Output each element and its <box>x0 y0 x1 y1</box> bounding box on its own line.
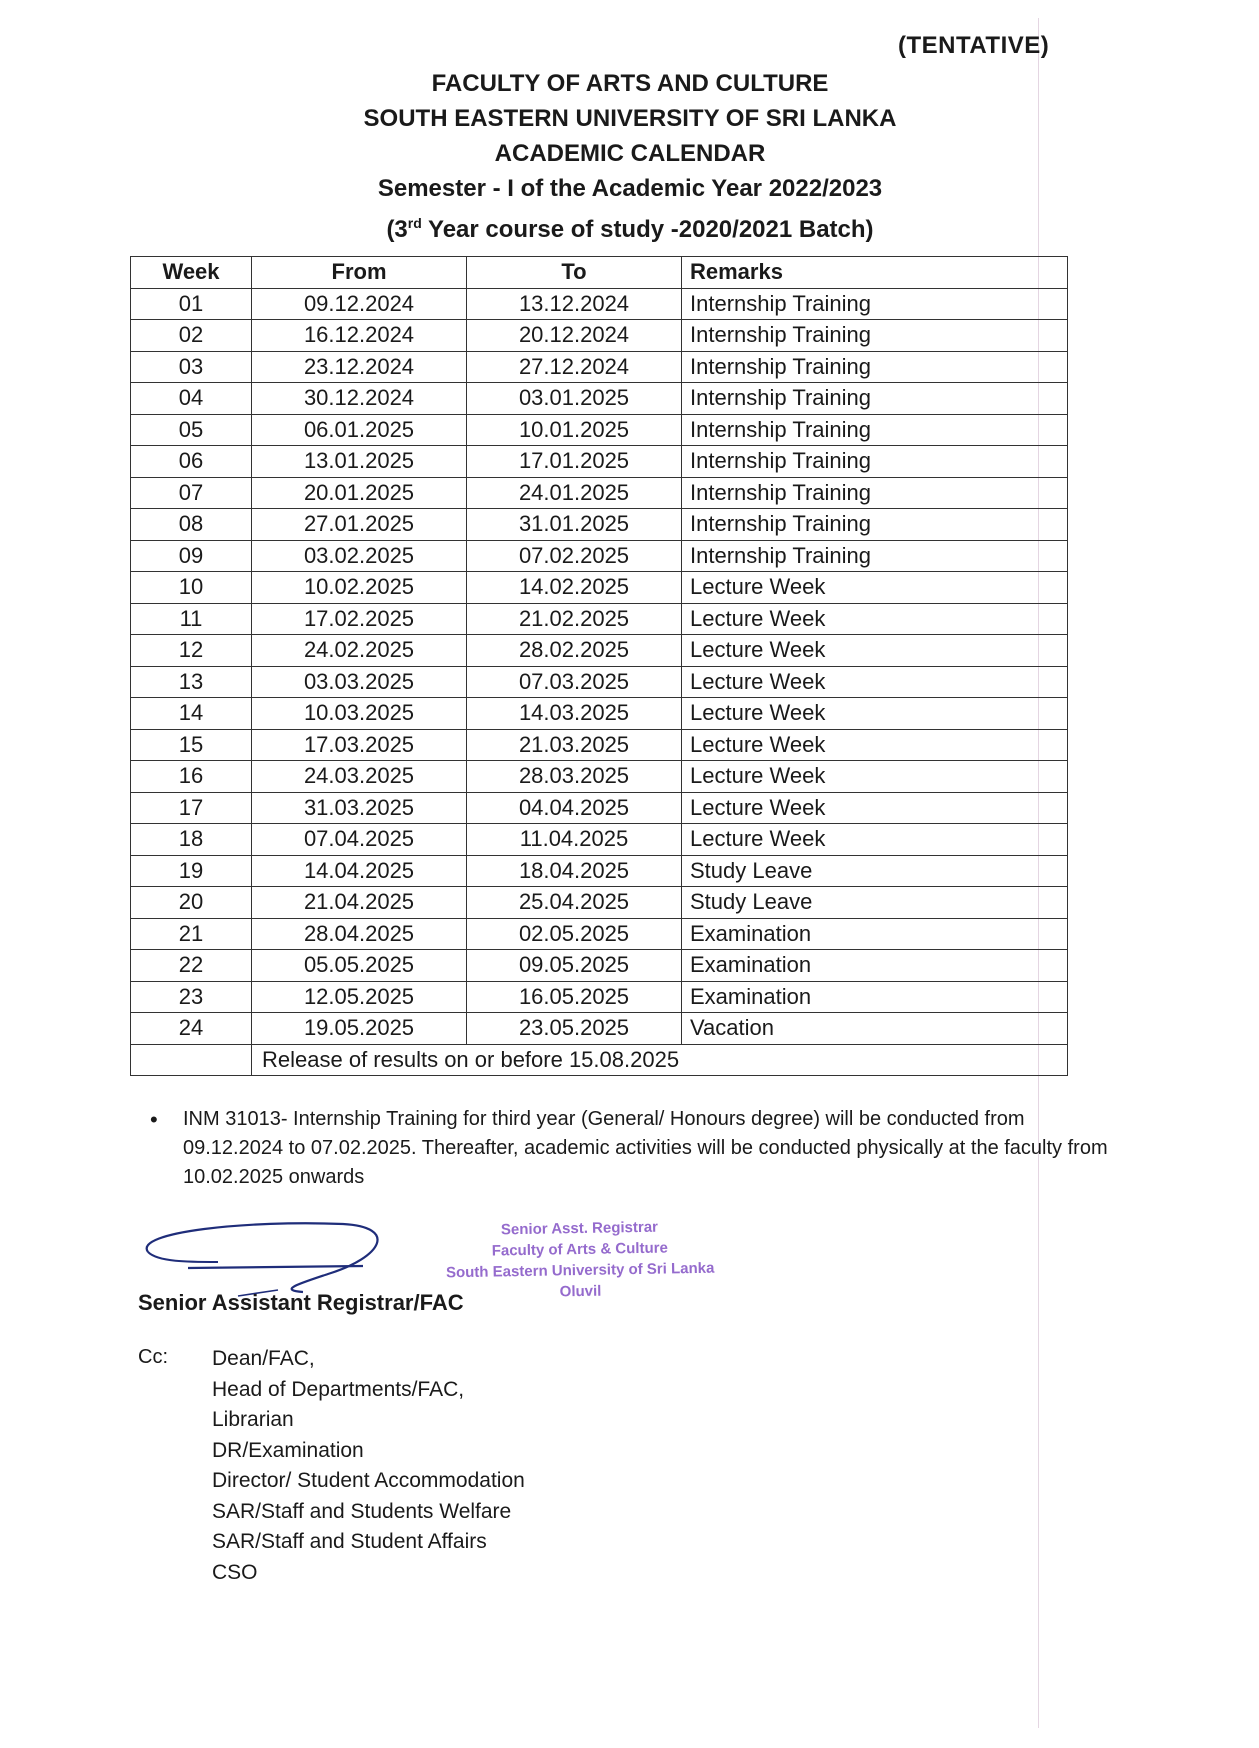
week-cell: 17 <box>131 792 252 824</box>
from-cell: 03.03.2025 <box>252 666 467 698</box>
remarks-cell: Lecture Week <box>682 572 1068 604</box>
week-cell: 15 <box>131 729 252 761</box>
remarks-cell: Lecture Week <box>682 792 1068 824</box>
from-cell: 19.05.2025 <box>252 1013 467 1045</box>
remarks-cell: Study Leave <box>682 887 1068 919</box>
week-cell: 01 <box>131 288 252 320</box>
week-cell: 13 <box>131 666 252 698</box>
university-title: SOUTH EASTERN UNIVERSITY OF SRI LANKA <box>363 105 897 132</box>
cc-recipient: SAR/Staff and Students Welfare <box>212 1499 512 1523</box>
to-cell: 10.01.2025 <box>467 414 682 446</box>
week-cell: 03 <box>131 351 252 383</box>
faculty-title: FACULTY OF ARTS AND CULTURE <box>431 70 829 97</box>
week-cell: 19 <box>131 855 252 887</box>
from-cell: 16.12.2024 <box>252 320 467 352</box>
table-row <box>131 729 1068 761</box>
table-row <box>131 446 1068 478</box>
semester-title: Semester - I of the Academic Year 2022/2023 <box>377 175 883 202</box>
internship-note-text: INM 31013- Internship Training for third year (General/ Honours degree) will be conducted from 09.12.2024 to 07.02.2025. Thereafter, academic activities will be conducted physically at the faculty from 10.02.2025 onwards <box>183 1108 1108 1188</box>
table-row <box>131 288 1068 320</box>
stamp-line-1: Senior Asst. Registrar <box>500 1218 659 1239</box>
table-row <box>131 635 1068 667</box>
header-to: To <box>467 257 682 289</box>
week-cell: 05 <box>131 414 252 446</box>
table-row <box>131 887 1068 919</box>
table-row <box>131 855 1068 887</box>
week-cell: 18 <box>131 824 252 856</box>
from-cell: 31.03.2025 <box>252 792 467 824</box>
remarks-cell: Vacation <box>682 1013 1068 1045</box>
remarks-cell: Examination <box>682 918 1068 950</box>
remarks-cell: Internship Training <box>682 351 1068 383</box>
academic-calendar-table <box>130 256 1068 1076</box>
table-row <box>131 666 1068 698</box>
remarks-cell: Lecture Week <box>682 666 1068 698</box>
to-cell: 07.03.2025 <box>467 666 682 698</box>
table-row <box>131 824 1068 856</box>
week-cell: 20 <box>131 887 252 919</box>
week-cell: 07 <box>131 477 252 509</box>
from-cell: 30.12.2024 <box>252 383 467 415</box>
remarks-cell: Lecture Week <box>682 761 1068 793</box>
week-cell: 12 <box>131 635 252 667</box>
remarks-cell: Study Leave <box>682 855 1068 887</box>
table-row <box>131 477 1068 509</box>
table-row <box>131 918 1068 950</box>
to-cell: 16.05.2025 <box>467 981 682 1013</box>
cc-label: Cc: <box>138 1346 168 1368</box>
to-cell: 18.04.2025 <box>467 855 682 887</box>
cc-recipient: Director/ Student Accommodation <box>212 1469 525 1492</box>
table-row <box>131 383 1068 415</box>
remarks-cell: Internship Training <box>682 383 1068 415</box>
cc-recipient: Head of Departments/FAC, <box>212 1377 465 1401</box>
remarks-cell: Lecture Week <box>682 698 1068 730</box>
to-cell: 11.04.2025 <box>467 824 682 856</box>
from-cell: 12.05.2025 <box>252 981 467 1013</box>
to-cell: 25.04.2025 <box>467 887 682 919</box>
cc-recipient: DR/Examination <box>212 1438 364 1462</box>
week-cell: 22 <box>131 950 252 982</box>
to-cell: 27.12.2024 <box>467 351 682 383</box>
week-cell: 23 <box>131 981 252 1013</box>
to-cell: 20.12.2024 <box>467 320 682 352</box>
remarks-cell: Internship Training <box>682 288 1068 320</box>
from-cell: 17.02.2025 <box>252 603 467 635</box>
table-header-row <box>131 257 1068 289</box>
to-cell: 21.03.2025 <box>467 729 682 761</box>
from-cell: 24.03.2025 <box>252 761 467 793</box>
remarks-cell: Internship Training <box>682 446 1068 478</box>
to-cell: 13.12.2024 <box>467 288 682 320</box>
table-row <box>131 1013 1068 1045</box>
table-row <box>131 950 1068 982</box>
week-cell: 10 <box>131 572 252 604</box>
document-header <box>300 66 960 247</box>
table-row <box>131 414 1068 446</box>
cc-recipient-list <box>212 1344 525 1588</box>
remarks-cell: Internship Training <box>682 414 1068 446</box>
cc-recipient: CSO <box>212 1560 258 1584</box>
to-cell: 09.05.2025 <box>467 950 682 982</box>
stamp-line-4: Oluvil <box>559 1282 602 1301</box>
remarks-cell: Lecture Week <box>682 603 1068 635</box>
table-row <box>131 320 1068 352</box>
from-cell: 14.04.2025 <box>252 855 467 887</box>
week-cell: 09 <box>131 540 252 572</box>
from-cell: 20.01.2025 <box>252 477 467 509</box>
bullet-point: • <box>150 1107 158 1132</box>
table-row <box>131 509 1068 541</box>
to-cell: 21.02.2025 <box>467 603 682 635</box>
to-cell: 04.04.2025 <box>467 792 682 824</box>
from-cell: 10.02.2025 <box>252 572 467 604</box>
stamp-line-2: Faculty of Arts & Culture <box>491 1239 669 1260</box>
week-cell: 11 <box>131 603 252 635</box>
tentative-label: (TENTATIVE) <box>898 32 1050 59</box>
to-cell: 03.01.2025 <box>467 383 682 415</box>
remarks-cell: Internship Training <box>682 477 1068 509</box>
from-cell: 23.12.2024 <box>252 351 467 383</box>
table-row <box>131 792 1068 824</box>
to-cell: 07.02.2025 <box>467 540 682 572</box>
week-cell: 14 <box>131 698 252 730</box>
cc-recipient: SAR/Staff and Student Affairs <box>212 1530 487 1553</box>
from-cell: 21.04.2025 <box>252 887 467 919</box>
to-cell: 23.05.2025 <box>467 1013 682 1045</box>
signatory-title: Senior Assistant Registrar/FAC <box>138 1290 464 1315</box>
remarks-cell: Examination <box>682 981 1068 1013</box>
to-cell: 14.03.2025 <box>467 698 682 730</box>
table-body <box>131 288 1068 1044</box>
release-empty-cell <box>131 1044 252 1076</box>
stamp-line-3: South Eastern University of Sri Lanka <box>445 1259 715 1282</box>
table-row <box>131 981 1068 1013</box>
week-cell: 24 <box>131 1013 252 1045</box>
from-cell: 13.01.2025 <box>252 446 467 478</box>
table-row <box>131 761 1068 793</box>
table-row <box>131 603 1068 635</box>
cc-recipient: Librarian <box>212 1408 294 1431</box>
to-cell: 24.01.2025 <box>467 477 682 509</box>
header-from: From <box>252 257 467 289</box>
from-cell: 28.04.2025 <box>252 918 467 950</box>
remarks-cell: Lecture Week <box>682 824 1068 856</box>
internship-note <box>150 1105 1120 1192</box>
batch-title: (3rd Year course of study -2020/2021 Batch) <box>386 215 874 243</box>
to-cell: 17.01.2025 <box>467 446 682 478</box>
header-remarks: Remarks <box>682 257 1068 289</box>
week-cell: 04 <box>131 383 252 415</box>
week-cell: 16 <box>131 761 252 793</box>
signature-image <box>128 1212 428 1302</box>
table-row <box>131 698 1068 730</box>
from-cell: 03.02.2025 <box>252 540 467 572</box>
cc-recipient: Dean/FAC, <box>212 1347 315 1370</box>
to-cell: 31.01.2025 <box>467 509 682 541</box>
to-cell: 14.02.2025 <box>467 572 682 604</box>
release-note: Release of results on or before 15.08.2025 <box>252 1044 1068 1076</box>
from-cell: 10.03.2025 <box>252 698 467 730</box>
header-week: Week <box>131 257 252 289</box>
remarks-cell: Internship Training <box>682 540 1068 572</box>
week-cell: 02 <box>131 320 252 352</box>
table-row <box>131 351 1068 383</box>
from-cell: 05.05.2025 <box>252 950 467 982</box>
remarks-cell: Examination <box>682 950 1068 982</box>
from-cell: 24.02.2025 <box>252 635 467 667</box>
remarks-cell: Lecture Week <box>682 729 1068 761</box>
to-cell: 28.02.2025 <box>467 635 682 667</box>
release-row <box>131 1044 1068 1076</box>
from-cell: 07.04.2025 <box>252 824 467 856</box>
to-cell: 02.05.2025 <box>467 918 682 950</box>
from-cell: 06.01.2025 <box>252 414 467 446</box>
table-row <box>131 540 1068 572</box>
table-row <box>131 572 1068 604</box>
week-cell: 06 <box>131 446 252 478</box>
remarks-cell: Internship Training <box>682 320 1068 352</box>
week-cell: 08 <box>131 509 252 541</box>
from-cell: 09.12.2024 <box>252 288 467 320</box>
calendar-title: ACADEMIC CALENDAR <box>494 140 766 167</box>
to-cell: 28.03.2025 <box>467 761 682 793</box>
from-cell: 27.01.2025 <box>252 509 467 541</box>
from-cell: 17.03.2025 <box>252 729 467 761</box>
remarks-cell: Lecture Week <box>682 635 1068 667</box>
week-cell: 21 <box>131 918 252 950</box>
remarks-cell: Internship Training <box>682 509 1068 541</box>
